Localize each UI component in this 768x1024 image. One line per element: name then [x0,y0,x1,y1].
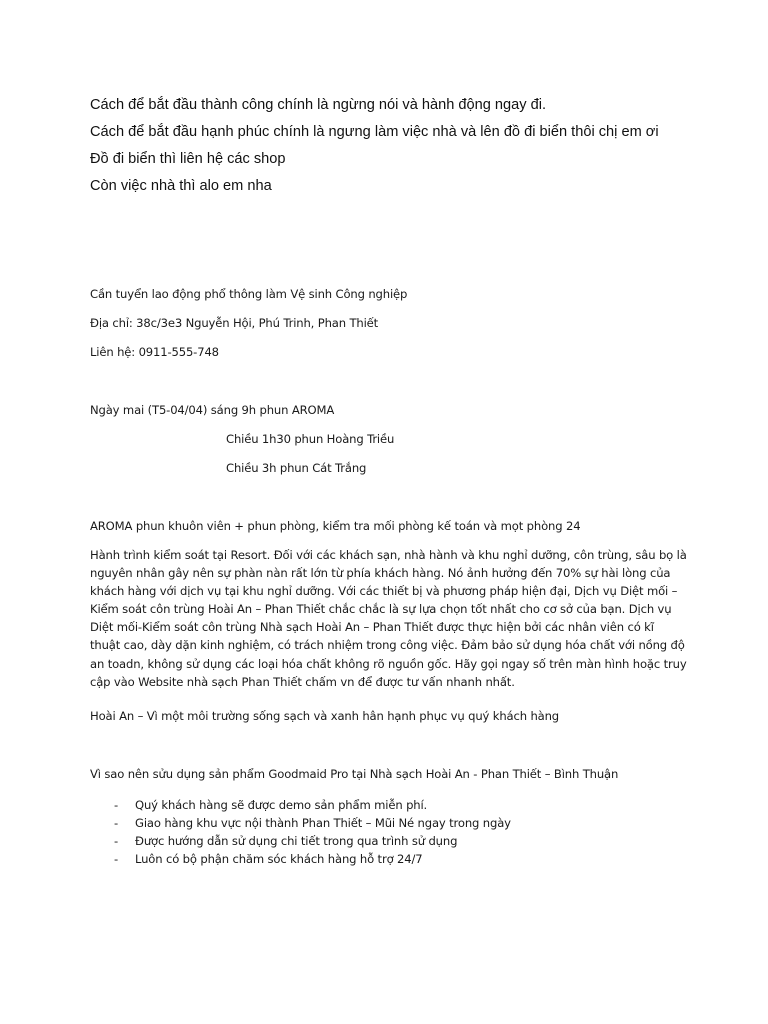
paragraph-line: nguyên nhân gây nên sự phàn nàn rất lớn từ phía khách hàng. Nó ảnh hưởng đến 70% sự hài lòng của [90,566,671,581]
schedule-line: Ngày mai (T5-04/04) sáng 9h phun AROMA [90,403,335,417]
job-contact: Liên hệ: 0911-555-748 [90,345,219,359]
paragraph-line: cập vào Website nhà sạch Phan Thiết chấm vn để được tư vấn nhanh nhất. [90,674,515,689]
list-item [90,850,511,868]
paragraph-line: khách hàng với dịch vụ tại khu nghỉ dưỡng. Với các thiết bị và phương pháp hiện đại, Dịch vụ Diệt mối – [90,584,678,599]
intro-line: Còn việc nhà thì alo em nha [90,178,272,194]
paragraph-line: Hành trình kiểm soát tại Resort. Đối với các khách sạn, nhà hành và khu nghỉ dưỡng, côn trùng, sâu bọ là [90,548,687,562]
list-item-text: Giao hàng khu vực nội thành Phan Thiết – Mũi Né ngay trong ngày [135,816,511,830]
intro-line: Cách để bắt đầu hạnh phúc chính là ngưng làm việc nhà và lên đồ đi biển thôi chị em ơi [90,124,659,140]
goodmaid-heading: Vì sao nên sửu dụng sản phẩm Goodmaid Pro tại Nhà sạch Hoài An - Phan Thiết – Bình Thuận [90,767,619,781]
schedule-line: Chiều 3h phun Cát Trắng [226,461,367,475]
bullet-dash: - [114,798,119,812]
list-item-text: Quý khách hàng sẽ được demo sản phẩm miễn phí. [135,798,428,812]
intro-line: Cách để bắt đầu thành công chính là ngừng nói và hành động ngay đi. [90,97,547,113]
job-address: Địa chỉ: 38c/3e3 Nguyễn Hội, Phú Trinh, Phan Thiết [90,316,379,330]
list-item [90,814,511,832]
bullet-dash: - [114,834,119,848]
intro-block [90,92,730,200]
paragraph-line: Kiểm soát côn trùng Hoài An – Phan Thiết chắc chắc là sự lựa chọn tốt nhất cho cơ sở của bạn. Dịch vụ [90,602,672,617]
job-title: Cần tuyển lao động phổ thông làm Vệ sinh Công nghiệp [90,287,408,301]
goodmaid-benefits-list [90,796,511,868]
intro-line: Đồ đi biển thì liên hệ các shop [90,151,286,167]
paragraph-line: an toadn, không sử dụng các loại hóa chất không rõ nguồn gốc. Hãy gọi ngay số trên màn hình hoặc truy [90,656,687,671]
resort-paragraph [90,546,692,691]
list-item [90,832,511,850]
list-item-text: Luôn có bộ phận chăm sóc khách hàng hỗ trợ 24/7 [135,852,423,866]
bullet-dash: - [114,816,119,830]
slogan: Hoài An – Vì một môi trường sống sạch và xanh hân hạnh phục vụ quý khách hàng [90,709,560,723]
schedule-line: Chiều 1h30 phun Hoàng Triều [226,432,395,446]
bullet-dash: - [114,852,119,866]
paragraph-line: Diệt mối-Kiểm soát côn trùng Nhà sạch Hoài An – Phan Thiết được thực hiện bởi các nhân viên có kĩ [90,620,654,635]
paragraph-line: thuật cao, dày dặn kinh nghiệm, có trách nhiệm trong công việc. Đảm bảo sử dụng hóa chất với nồng độ [90,638,685,653]
list-item [90,796,511,814]
list-item-text: Được hướng dẫn sử dụng chi tiết trong qua trình sử dụng [135,834,458,848]
aroma-note: AROMA phun khuôn viên + phun phòng, kiểm tra mối phòng kế toán và mọt phòng 24 [90,519,581,533]
